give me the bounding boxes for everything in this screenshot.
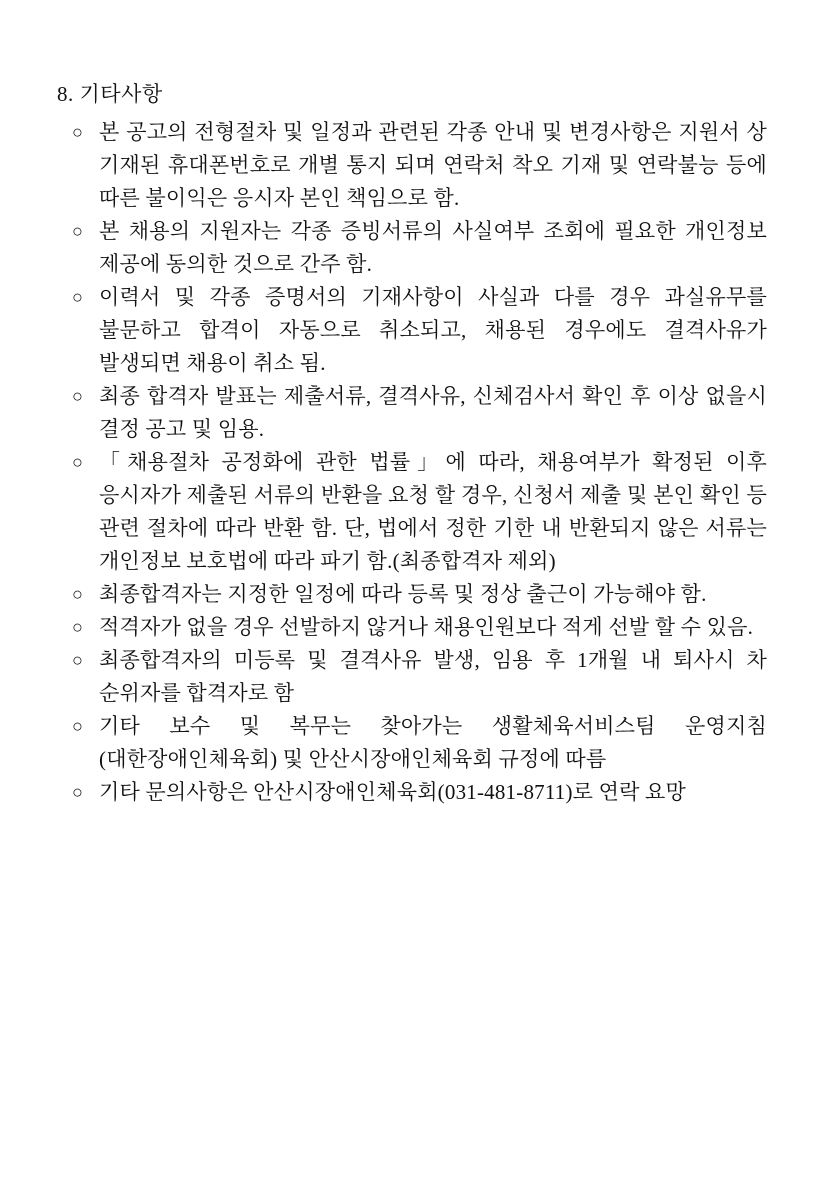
list-item-text: 최종합격자는 지정한 일정에 따라 등록 및 정상 출근이 가능해야 함. <box>99 582 707 606</box>
circle-bullet-icon: ○ <box>72 716 83 736</box>
list-item <box>57 281 767 380</box>
list-item <box>57 611 767 644</box>
list-item-text: 적격자가 없을 경우 선발하지 않거나 채용인원보다 적게 선발 할 수 있음. <box>99 615 754 639</box>
list-item <box>57 380 767 446</box>
circle-bullet-icon: ○ <box>72 584 83 604</box>
list-item <box>57 644 767 710</box>
circle-bullet-icon: ○ <box>72 287 83 307</box>
list-item-text: 「채용절차 공정화에 관한 법률」에 따라, 채용여부가 확정된 이후 응시자가 제출된 서류의 반환을 요청 할 경우, 신청서 제출 및 본인 확인 등 관련 절차에 따라 반환 함. 단, 법에서 정한 기한 내 반환되지 않은 서류는 개인정보 보호법에 따라 파기 함.(최종합격자 제외) <box>99 450 767 573</box>
list-item <box>57 578 767 611</box>
list-item <box>57 116 767 215</box>
circle-bullet-icon: ○ <box>72 386 83 406</box>
section-heading: 8. 기타사항 <box>57 82 163 106</box>
list-item <box>57 776 767 809</box>
list-item <box>57 446 767 578</box>
circle-bullet-icon: ○ <box>72 452 83 472</box>
list-item <box>57 710 767 776</box>
circle-bullet-icon: ○ <box>72 782 83 802</box>
notice-list <box>57 116 767 809</box>
list-item-text: 본 채용의 지원자는 각종 증빙서류의 사실여부 조회에 필요한 개인정보 제공에 동의한 것으로 간주 함. <box>99 219 767 276</box>
list-item-text: 최종합격자의 미등록 및 결격사유 발생, 임용 후 1개월 내 퇴사시 차 순위자를 합격자로 함 <box>99 648 767 705</box>
document-content <box>57 80 767 809</box>
circle-bullet-icon: ○ <box>72 221 83 241</box>
circle-bullet-icon: ○ <box>72 650 83 670</box>
list-item-text: 최종 합격자 발표는 제출서류, 결격사유, 신체검사서 확인 후 이상 없을시 결정 공고 및 임용. <box>99 384 767 441</box>
circle-bullet-icon: ○ <box>72 617 83 637</box>
list-item-text: 기타 문의사항은 안산시장애인체육회(031-481-8711)로 연락 요망 <box>99 780 686 804</box>
list-item-text: 이력서 및 각종 증명서의 기재사항이 사실과 다를 경우 과실유무를 불문하고 합격이 자동으로 취소되고, 채용된 경우에도 결격사유가 발생되면 채용이 취소 됨. <box>99 285 767 375</box>
list-item-text: 기타 보수 및 복무는 찾아가는 생활체육서비스팀 운영지침(대한장애인체육회) 및 안산시장애인체육회 규정에 따름 <box>99 714 767 771</box>
list-item <box>57 215 767 281</box>
list-item-text: 본 공고의 전형절차 및 일정과 관련된 각종 안내 및 변경사항은 지원서 상 기재된 휴대폰번호로 개별 통지 되며 연락처 착오 기재 및 연락불능 등에 따른 불이익은 응시자 본인 책임으로 함. <box>99 120 767 210</box>
circle-bullet-icon: ○ <box>72 122 83 142</box>
